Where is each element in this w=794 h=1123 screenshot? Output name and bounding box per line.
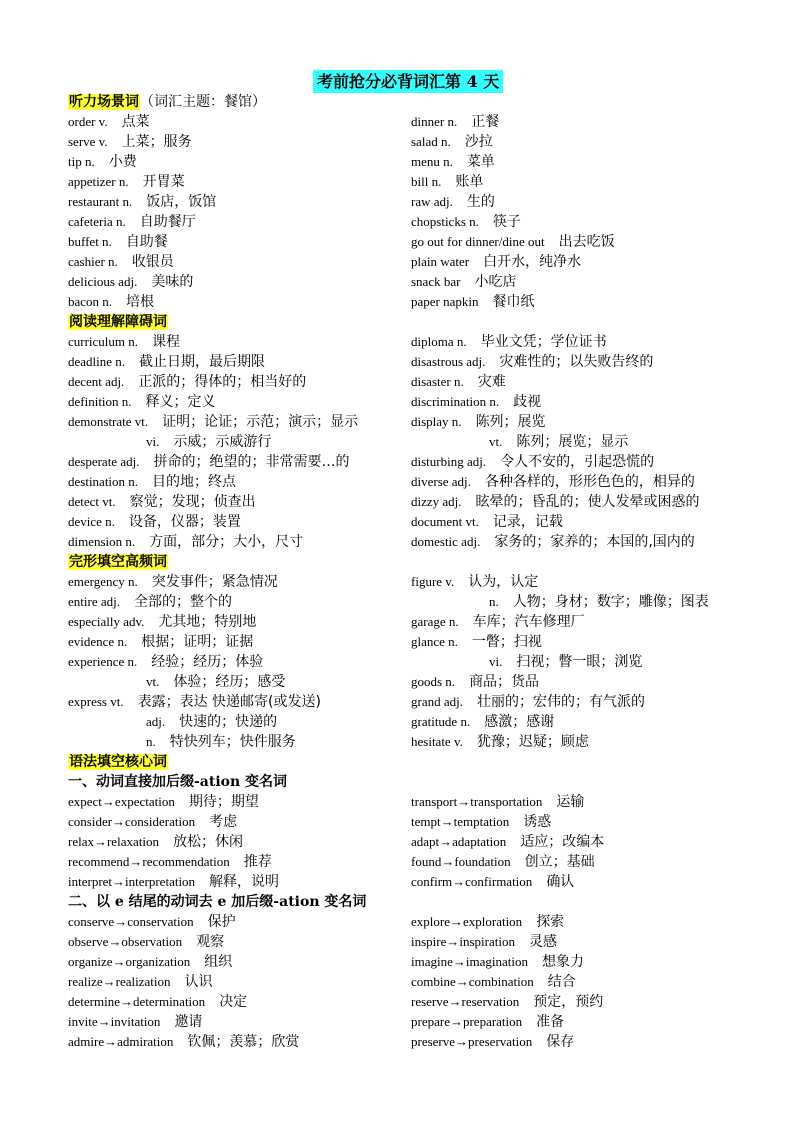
vocab-entry — [411, 172, 483, 192]
vocab-entry — [146, 732, 296, 752]
vocab-word: curriculum n. — [68, 334, 139, 349]
vocab-entry — [411, 232, 615, 252]
vocab-word: express vt. — [68, 694, 124, 709]
vocab-entry — [68, 372, 306, 392]
section-heading-text: 完形填空高频词 — [69, 554, 167, 570]
vocab-entry — [68, 112, 150, 132]
vocab-word: vt. — [489, 434, 503, 449]
vocab-entry — [68, 332, 180, 352]
vocab-word: goods n. — [411, 674, 456, 689]
vocab-entry — [411, 1032, 574, 1052]
vocab-meaning: 小吃店 — [474, 274, 517, 290]
vocab-entry — [411, 832, 604, 852]
section-heading — [68, 312, 168, 332]
subsection-heading: 一、动词直接加后缀-ation 变名词 — [68, 774, 288, 790]
vocab-word: especially adv. — [68, 614, 145, 629]
vocab-entry — [411, 332, 607, 352]
vocab-entry — [411, 1012, 564, 1032]
vocab-word: tip n. — [68, 154, 95, 169]
vocab-word: relax→relaxation — [68, 834, 159, 849]
vocab-meaning: 邀请 — [174, 1014, 203, 1030]
vocab-word: realize→realization — [68, 974, 171, 989]
vocab-word: diverse adj. — [411, 474, 471, 489]
vocab-entry — [411, 872, 574, 892]
vocab-meaning: 想象力 — [541, 954, 584, 970]
vocab-entry — [489, 652, 642, 672]
vocab-entry — [411, 292, 535, 312]
vocab-meaning: 准备 — [536, 1014, 565, 1030]
vocab-meaning: 点菜 — [121, 114, 150, 130]
vocab-meaning: 解释，说明 — [209, 874, 280, 890]
vocab-entry — [411, 712, 554, 732]
vocab-meaning: 令人不安的，引起恐慌的 — [500, 454, 655, 470]
vocab-word: invite→invitation — [68, 1014, 161, 1029]
vocab-entry — [411, 352, 653, 372]
vocab-meaning: 正派的；得体的；相当好的 — [138, 374, 307, 390]
vocab-entry — [68, 952, 232, 972]
vocab-word: definition n. — [68, 394, 132, 409]
vocab-entry — [411, 152, 495, 172]
vocab-meaning: 家务的；家养的；本国的,国内的 — [494, 534, 695, 550]
vocab-word: transport→transportation — [411, 794, 543, 809]
vocab-meaning: 确认 — [546, 874, 575, 890]
vocab-entry — [411, 492, 700, 512]
vocab-entry — [411, 532, 695, 552]
vocab-meaning: 正餐 — [471, 114, 500, 130]
vocab-meaning: 毕业文凭；学位证书 — [480, 334, 607, 350]
vocab-word: preserve→preservation — [411, 1034, 533, 1049]
vocab-word: tempt→temptation — [411, 814, 510, 829]
vocab-entry — [68, 532, 303, 552]
vocab-meaning: 证明；论证；示范；演示；显示 — [162, 414, 359, 430]
vocab-meaning: 认识 — [184, 974, 213, 990]
vocab-entry — [489, 432, 628, 452]
vocab-word: go out for dinner/dine out — [411, 234, 545, 249]
vocab-meaning: 上菜；服务 — [121, 134, 192, 150]
section-heading — [68, 552, 168, 572]
vocab-meaning: 根据；证明；证据 — [141, 634, 254, 650]
vocab-word: grand adj. — [411, 694, 463, 709]
vocab-meaning: 小费 — [108, 154, 137, 170]
vocab-word: plain water — [411, 254, 470, 269]
vocab-entry — [68, 352, 265, 372]
vocab-meaning: 放松；休闲 — [172, 834, 243, 850]
vocab-word: confirm→confirmation — [411, 874, 533, 889]
vocab-entry — [411, 192, 495, 212]
vocab-meaning: 筷子 — [492, 214, 521, 230]
vocab-meaning: 账单 — [455, 174, 484, 190]
page-title: 考前抢分必背词汇第 4 天 — [313, 70, 503, 93]
vocab-word: paper napkin — [411, 294, 479, 309]
vocab-meaning: 快速的；快递的 — [179, 714, 278, 730]
vocab-entry — [411, 572, 538, 592]
vocab-word: observe→observation — [68, 934, 183, 949]
vocab-meaning: 商品；货品 — [469, 674, 540, 690]
vocab-word: deadline n. — [68, 354, 126, 369]
vocab-meaning: 示威；示威游行 — [173, 434, 272, 450]
vocab-word: experience n. — [68, 654, 138, 669]
vocab-entry — [68, 852, 272, 872]
vocab-word: document vt. — [411, 514, 479, 529]
vocab-meaning: 灾难性的；以失败告终的 — [499, 354, 654, 370]
vocab-entry — [146, 672, 285, 692]
vocab-word: figure v. — [411, 574, 455, 589]
vocab-entry — [411, 112, 499, 132]
vocab-meaning: 美味的 — [151, 274, 194, 290]
vocab-entry — [68, 812, 237, 832]
vocab-meaning: 探索 — [536, 914, 565, 930]
vocab-word: vi. — [146, 434, 160, 449]
vocab-word: interpret→interpretation — [68, 874, 196, 889]
vocab-word: disastrous adj. — [411, 354, 486, 369]
vocab-entry — [68, 292, 154, 312]
vocab-word: found→foundation — [411, 854, 511, 869]
vocab-word: combine→combination — [411, 974, 534, 989]
vocab-entry — [68, 992, 247, 1012]
vocab-entry — [411, 992, 603, 1012]
vocab-word: bacon n. — [68, 294, 113, 309]
vocab-entry — [411, 952, 584, 972]
vocab-word: restaurant n. — [68, 194, 133, 209]
vocab-word: hesitate v. — [411, 734, 463, 749]
vocab-meaning: 经验；经历；体验 — [151, 654, 264, 670]
section-heading — [68, 752, 168, 772]
vocab-meaning: 拼命的；绝望的；非常需要…的 — [153, 454, 350, 470]
vocab-word: display n. — [411, 414, 462, 429]
vocab-meaning: 各种各样的，形形色色的，相异的 — [484, 474, 695, 490]
vocab-entry — [489, 592, 709, 612]
vocab-word: vt. — [146, 674, 160, 689]
vocab-word: glance n. — [411, 634, 458, 649]
vocab-word: device n. — [68, 514, 115, 529]
vocab-meaning: 保存 — [546, 1034, 575, 1050]
vocab-entry — [68, 152, 137, 172]
vocab-word: chopsticks n. — [411, 214, 479, 229]
vocab-entry — [411, 412, 546, 432]
vocab-meaning: 陈列；展览 — [475, 414, 546, 430]
vocab-meaning: 观察 — [196, 934, 225, 950]
vocab-entry — [411, 792, 584, 812]
vocab-word: inspire→inspiration — [411, 934, 515, 949]
vocab-word: detect vt. — [68, 494, 116, 509]
vocab-meaning: 尤其地；特别地 — [158, 614, 257, 630]
vocab-meaning: 截止日期，最后期限 — [139, 354, 266, 370]
vocab-word: n. — [489, 594, 499, 609]
vocab-entry — [411, 912, 564, 932]
vocab-meaning: 开胃菜 — [142, 174, 185, 190]
vocab-meaning: 生的 — [466, 194, 495, 210]
vocab-meaning: 目的地；终点 — [152, 474, 237, 490]
vocab-entry — [68, 172, 185, 192]
vocab-word: admire→admiration — [68, 1034, 174, 1049]
vocab-entry — [411, 472, 695, 492]
vocab-meaning: 认为，认定 — [468, 574, 539, 590]
vocab-meaning: 运输 — [556, 794, 585, 810]
vocab-entry — [411, 392, 541, 412]
vocab-entry — [411, 972, 576, 992]
vocab-entry — [411, 132, 493, 152]
vocab-entry — [68, 652, 263, 672]
vocab-meaning: 考虑 — [209, 814, 238, 830]
vocab-entry — [68, 632, 253, 652]
vocab-word: domestic adj. — [411, 534, 481, 549]
vocab-meaning: 预定，预约 — [533, 994, 604, 1010]
vocab-meaning: 灵感 — [529, 934, 557, 950]
vocab-entry — [68, 912, 236, 932]
vocab-meaning: 犹豫；迟疑；顾虑 — [476, 734, 589, 750]
vocab-word: menu n. — [411, 154, 453, 169]
vocab-entry — [411, 932, 557, 952]
vocab-word: organize→organization — [68, 954, 191, 969]
vocab-entry — [68, 932, 224, 952]
vocab-meaning: 保护 — [207, 914, 236, 930]
vocab-meaning: 推荐 — [243, 854, 272, 870]
vocab-entry — [411, 852, 595, 872]
section-heading-note: （词汇主题：餐馆） — [140, 94, 266, 110]
vocab-word: order v. — [68, 114, 108, 129]
vocab-word: consider→consideration — [68, 814, 196, 829]
vocab-meaning: 收银员 — [131, 254, 174, 270]
vocab-meaning: 创立；基础 — [524, 854, 595, 870]
vocab-entry — [411, 212, 521, 232]
vocab-meaning: 感激；感谢 — [484, 714, 555, 730]
subsection-heading: 二、以 e 结尾的动词去 e 加后缀-ation 变名词 — [68, 894, 367, 910]
vocab-meaning: 课程 — [152, 334, 181, 350]
vocab-meaning: 突发事件；紧急情况 — [151, 574, 278, 590]
vocab-entry — [68, 872, 279, 892]
vocab-meaning: 体验；经历；感受 — [173, 674, 286, 690]
vocab-word: salad n. — [411, 134, 451, 149]
vocab-word: adj. — [146, 714, 166, 729]
vocab-entry — [68, 412, 358, 432]
vocab-entry — [411, 632, 542, 652]
vocab-meaning: 餐巾纸 — [492, 294, 535, 310]
vocab-entry — [68, 1012, 202, 1032]
vocab-word: decent adj. — [68, 374, 125, 389]
vocab-entry — [411, 452, 654, 472]
vocab-entry — [411, 252, 581, 272]
vocab-entry — [146, 712, 277, 732]
vocab-word: imagine→imagination — [411, 954, 528, 969]
section-heading — [68, 92, 266, 112]
vocab-meaning: 沙拉 — [464, 134, 493, 150]
vocab-meaning: 表露；表达 快递邮寄(或发送) — [137, 694, 321, 710]
vocab-word: discrimination n. — [411, 394, 500, 409]
vocab-meaning: 特快列车；快件服务 — [169, 734, 296, 750]
vocab-entry — [68, 832, 243, 852]
vocab-entry — [68, 472, 236, 492]
vocab-meaning: 释义；定义 — [145, 394, 216, 410]
vocab-word: serve v. — [68, 134, 108, 149]
vocab-word: n. — [146, 734, 156, 749]
vocab-entry — [68, 972, 213, 992]
vocab-meaning: 饭店，饭馆 — [146, 194, 217, 210]
vocab-entry — [411, 612, 585, 632]
vocab-word: snack bar — [411, 274, 461, 289]
vocab-entry — [68, 492, 256, 512]
vocab-meaning: 自助餐厅 — [139, 214, 196, 230]
vocab-entry — [146, 432, 271, 452]
vocab-meaning: 陈列；展览；显示 — [516, 434, 629, 450]
vocab-word: dizzy adj. — [411, 494, 462, 509]
vocab-word: raw adj. — [411, 194, 453, 209]
vocab-word: evidence n. — [68, 634, 128, 649]
vocab-word: gratitude n. — [411, 714, 471, 729]
vocab-meaning: 设备，仪器；装置 — [128, 514, 241, 530]
vocab-entry — [411, 732, 589, 752]
vocab-entry — [68, 192, 216, 212]
vocab-entry — [68, 232, 168, 252]
vocab-word: dimension n. — [68, 534, 136, 549]
vocab-entry — [68, 692, 321, 712]
vocab-entry — [68, 132, 192, 152]
vocab-entry — [411, 372, 506, 392]
vocab-meaning: 适应；改编本 — [520, 834, 605, 850]
vocab-entry — [68, 272, 193, 292]
vocab-word: delicious adj. — [68, 274, 138, 289]
vocab-meaning: 一瞥；扫视 — [471, 634, 542, 650]
vocab-entry — [68, 1032, 299, 1052]
vocab-word: vi. — [489, 654, 503, 669]
vocab-entry — [411, 672, 539, 692]
vocab-entry — [411, 272, 516, 292]
vocab-meaning: 出去吃饭 — [558, 234, 615, 250]
vocab-meaning: 决定 — [219, 994, 248, 1010]
vocab-entry — [68, 612, 256, 632]
vocab-meaning: 察觉；发现；侦查出 — [129, 494, 256, 510]
vocab-meaning: 歧视 — [513, 394, 542, 410]
vocab-meaning: 眩晕的；昏乱的；使人发晕或困惑的 — [475, 494, 700, 510]
vocab-meaning: 菜单 — [466, 154, 495, 170]
vocab-entry — [68, 252, 174, 272]
vocab-word: diploma n. — [411, 334, 467, 349]
vocab-word: explore→exploration — [411, 914, 523, 929]
vocab-meaning: 培根 — [126, 294, 155, 310]
vocab-word: adapt→adaptation — [411, 834, 507, 849]
vocab-meaning: 灾难 — [477, 374, 506, 390]
vocab-entry — [68, 512, 241, 532]
vocab-word: desperate adj. — [68, 454, 140, 469]
section-heading-text: 阅读理解障碍词 — [69, 314, 167, 330]
vocab-entry — [68, 592, 232, 612]
vocab-meaning: 白开水，纯净水 — [483, 254, 582, 270]
vocab-word: determine→determination — [68, 994, 206, 1009]
section-heading-text: 听力场景词 — [69, 94, 139, 110]
vocab-meaning: 诱惑 — [523, 814, 552, 830]
vocab-word: demonstrate vt. — [68, 414, 149, 429]
vocab-entry — [68, 792, 259, 812]
vocab-meaning: 自助餐 — [125, 234, 168, 250]
vocab-entry — [411, 512, 563, 532]
vocab-meaning: 期待；期望 — [188, 794, 259, 810]
section-heading-text: 语法填空核心词 — [69, 754, 167, 770]
vocab-word: disaster n. — [411, 374, 464, 389]
vocab-entry — [68, 392, 216, 412]
vocab-meaning: 人物；身材；数字；雕像；图表 — [512, 594, 709, 610]
vocab-word: garage n. — [411, 614, 459, 629]
vocab-meaning: 组织 — [204, 954, 233, 970]
vocab-word: conserve→conservation — [68, 914, 194, 929]
vocab-meaning: 壮丽的；宏伟的；有气派的 — [476, 694, 645, 710]
vocab-word: reserve→reservation — [411, 994, 520, 1009]
vocab-word: destination n. — [68, 474, 139, 489]
vocab-meaning: 记录，记载 — [492, 514, 563, 530]
vocab-word: appetizer n. — [68, 174, 129, 189]
vocab-word: entire adj. — [68, 594, 120, 609]
vocab-entry — [68, 572, 278, 592]
vocab-word: buffet n. — [68, 234, 112, 249]
vocab-meaning: 全部的；整个的 — [133, 594, 232, 610]
vocab-word: cashier n. — [68, 254, 118, 269]
vocab-word: dinner n. — [411, 114, 458, 129]
vocab-word: emergency n. — [68, 574, 138, 589]
vocab-word: prepare→preparation — [411, 1014, 523, 1029]
vocab-word: bill n. — [411, 174, 442, 189]
vocab-meaning: 扫视；瞥一眼；浏览 — [516, 654, 643, 670]
vocab-entry — [411, 812, 551, 832]
vocab-meaning: 车库；汽车修理厂 — [472, 614, 585, 630]
vocab-word: disturbing adj. — [411, 454, 487, 469]
vocab-entry — [68, 212, 196, 232]
vocab-word: cafeteria n. — [68, 214, 126, 229]
vocab-entry — [68, 452, 349, 472]
vocab-entry — [411, 692, 645, 712]
vocab-word: expect→expectation — [68, 794, 175, 809]
vocab-meaning: 结合 — [547, 974, 576, 990]
vocab-word: recommend→recommendation — [68, 854, 230, 869]
vocab-meaning: 方面，部分；大小，尺寸 — [149, 534, 304, 550]
vocab-meaning: 钦佩；羡慕；欣赏 — [187, 1034, 300, 1050]
